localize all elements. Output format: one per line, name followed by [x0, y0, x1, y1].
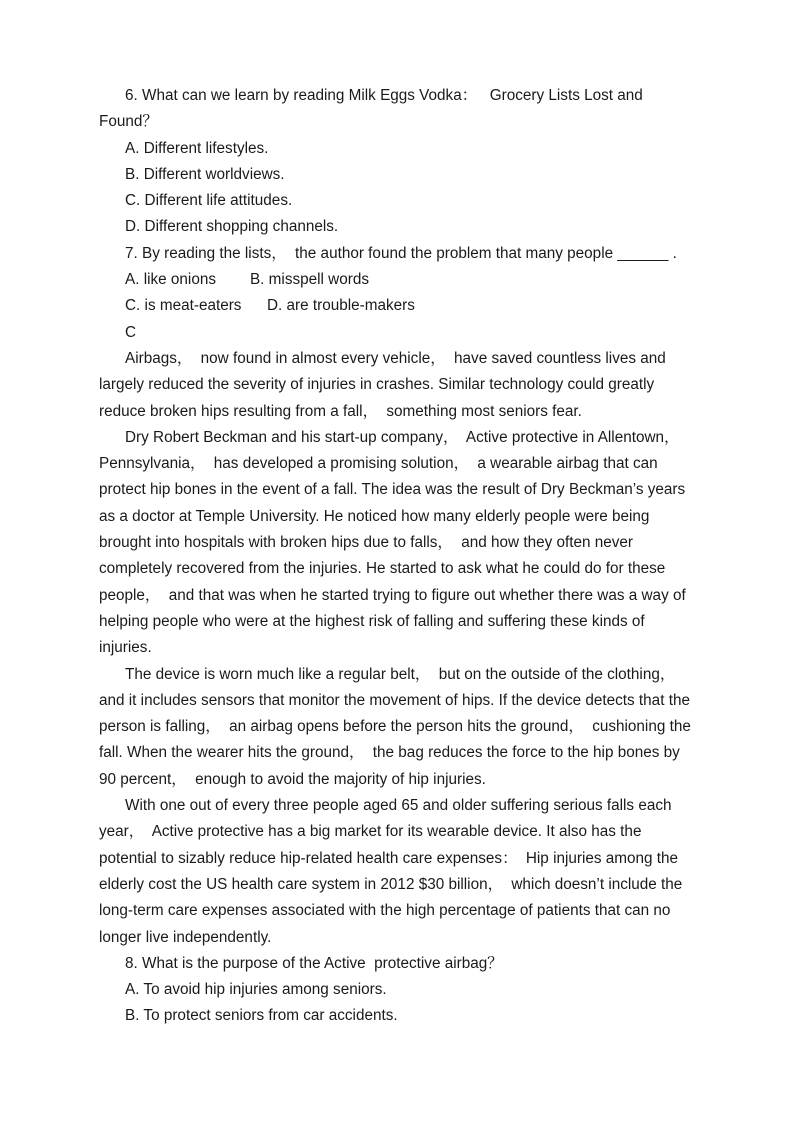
- passage-p4-line: elderly cost the US health care system in 2012 $30 billion， which doesn’t include the: [99, 875, 683, 893]
- question-7-stem: 7. By reading the lists， the author found the problem that many people ______ .: [125, 244, 677, 262]
- passage-p3-line: fall. When the wearer hits the ground， the bag reduces the force to the hip bones by: [99, 744, 680, 762]
- passage-p2-line: Dry Robert Beckman and his start-up company， Active protective in Allentown，: [125, 428, 680, 446]
- passage-p2-line: injuries.: [99, 639, 152, 657]
- passage-p1-line: Airbags， now found in almost every vehicle， have saved countless lives and: [125, 349, 666, 367]
- passage-p3-line: person is falling， an airbag opens before the person hits the ground， cushioning the: [99, 718, 691, 736]
- passage-p2-line: Pennsylvania， has developed a promising solution， a wearable airbag that can: [99, 455, 658, 473]
- passage-p2-line: completely recovered from the injuries. He started to ask what he could do for these: [99, 560, 666, 578]
- passage-p3-line: 90 percent， enough to avoid the majority of hip injuries.: [99, 770, 486, 788]
- question-6-option-c: C. Different life attitudes.: [125, 192, 293, 210]
- passage-p2-line: brought into hospitals with broken hips due to falls， and how they often never: [99, 534, 634, 552]
- question-6-option-a: A. Different lifestyles.: [125, 139, 269, 157]
- question-6-option-b: B. Different worldviews.: [125, 165, 285, 183]
- question-6-option-d: D. Different shopping channels.: [125, 218, 339, 236]
- question-8-option-a: A. To avoid hip injuries among seniors.: [125, 981, 387, 999]
- document-page: [99, 83, 699, 1030]
- passage-p4-line: With one out of every three people aged 65 and older suffering serious falls each: [125, 797, 672, 815]
- passage-p1-line: largely reduced the severity of injuries in crashes. Similar technology could greatly: [99, 376, 655, 394]
- question-7-options-row1: A. like onions B. misspell words: [125, 271, 369, 289]
- passage-p1-line: reduce broken hips resulting from a fall， something most seniors fear.: [99, 402, 582, 420]
- passage-p4-line: long-term care expenses associated with the high percentage of patients that can no: [99, 902, 671, 920]
- passage-p2-line: helping people who were at the highest risk of falling and suffering these kinds of: [99, 612, 645, 630]
- passage-p2-line: protect hip bones in the event of a fall. The idea was the result of Dry Beckman’s years: [99, 481, 686, 499]
- passage-p4-line: longer live independently.: [99, 928, 272, 946]
- section-label: C: [125, 323, 137, 341]
- question-8-option-b: B. To protect seniors from car accidents.: [125, 1007, 398, 1025]
- question-6-stem-cont: Found？: [99, 113, 158, 131]
- passage-p3-line: and it includes sensors that monitor the movement of hips. If the device detects that the: [99, 691, 690, 709]
- passage-p2-line: people， and that was when he started trying to figure out whether there was a way of: [99, 586, 686, 604]
- passage-p2-line: as a doctor at Temple University. He noticed how many elderly people were being: [99, 507, 650, 525]
- question-7-options-row2: C. is meat-eaters D. are trouble-makers: [125, 297, 415, 315]
- question-6-stem: 6. What can we learn by reading Milk Eggs Vodka： Grocery Lists Lost and: [125, 87, 643, 104]
- question-8-stem: 8. What is the purpose of the Active protective airbag？: [125, 954, 503, 972]
- passage-p4-line: potential to sizably reduce hip-related health care expenses： Hip injuries among the: [99, 849, 679, 867]
- passage-p4-line: year， Active protective has a big market for its wearable device. It also has the: [99, 823, 642, 841]
- passage-p3-line: The device is worn much like a regular belt， but on the outside of the clothing，: [125, 665, 676, 683]
